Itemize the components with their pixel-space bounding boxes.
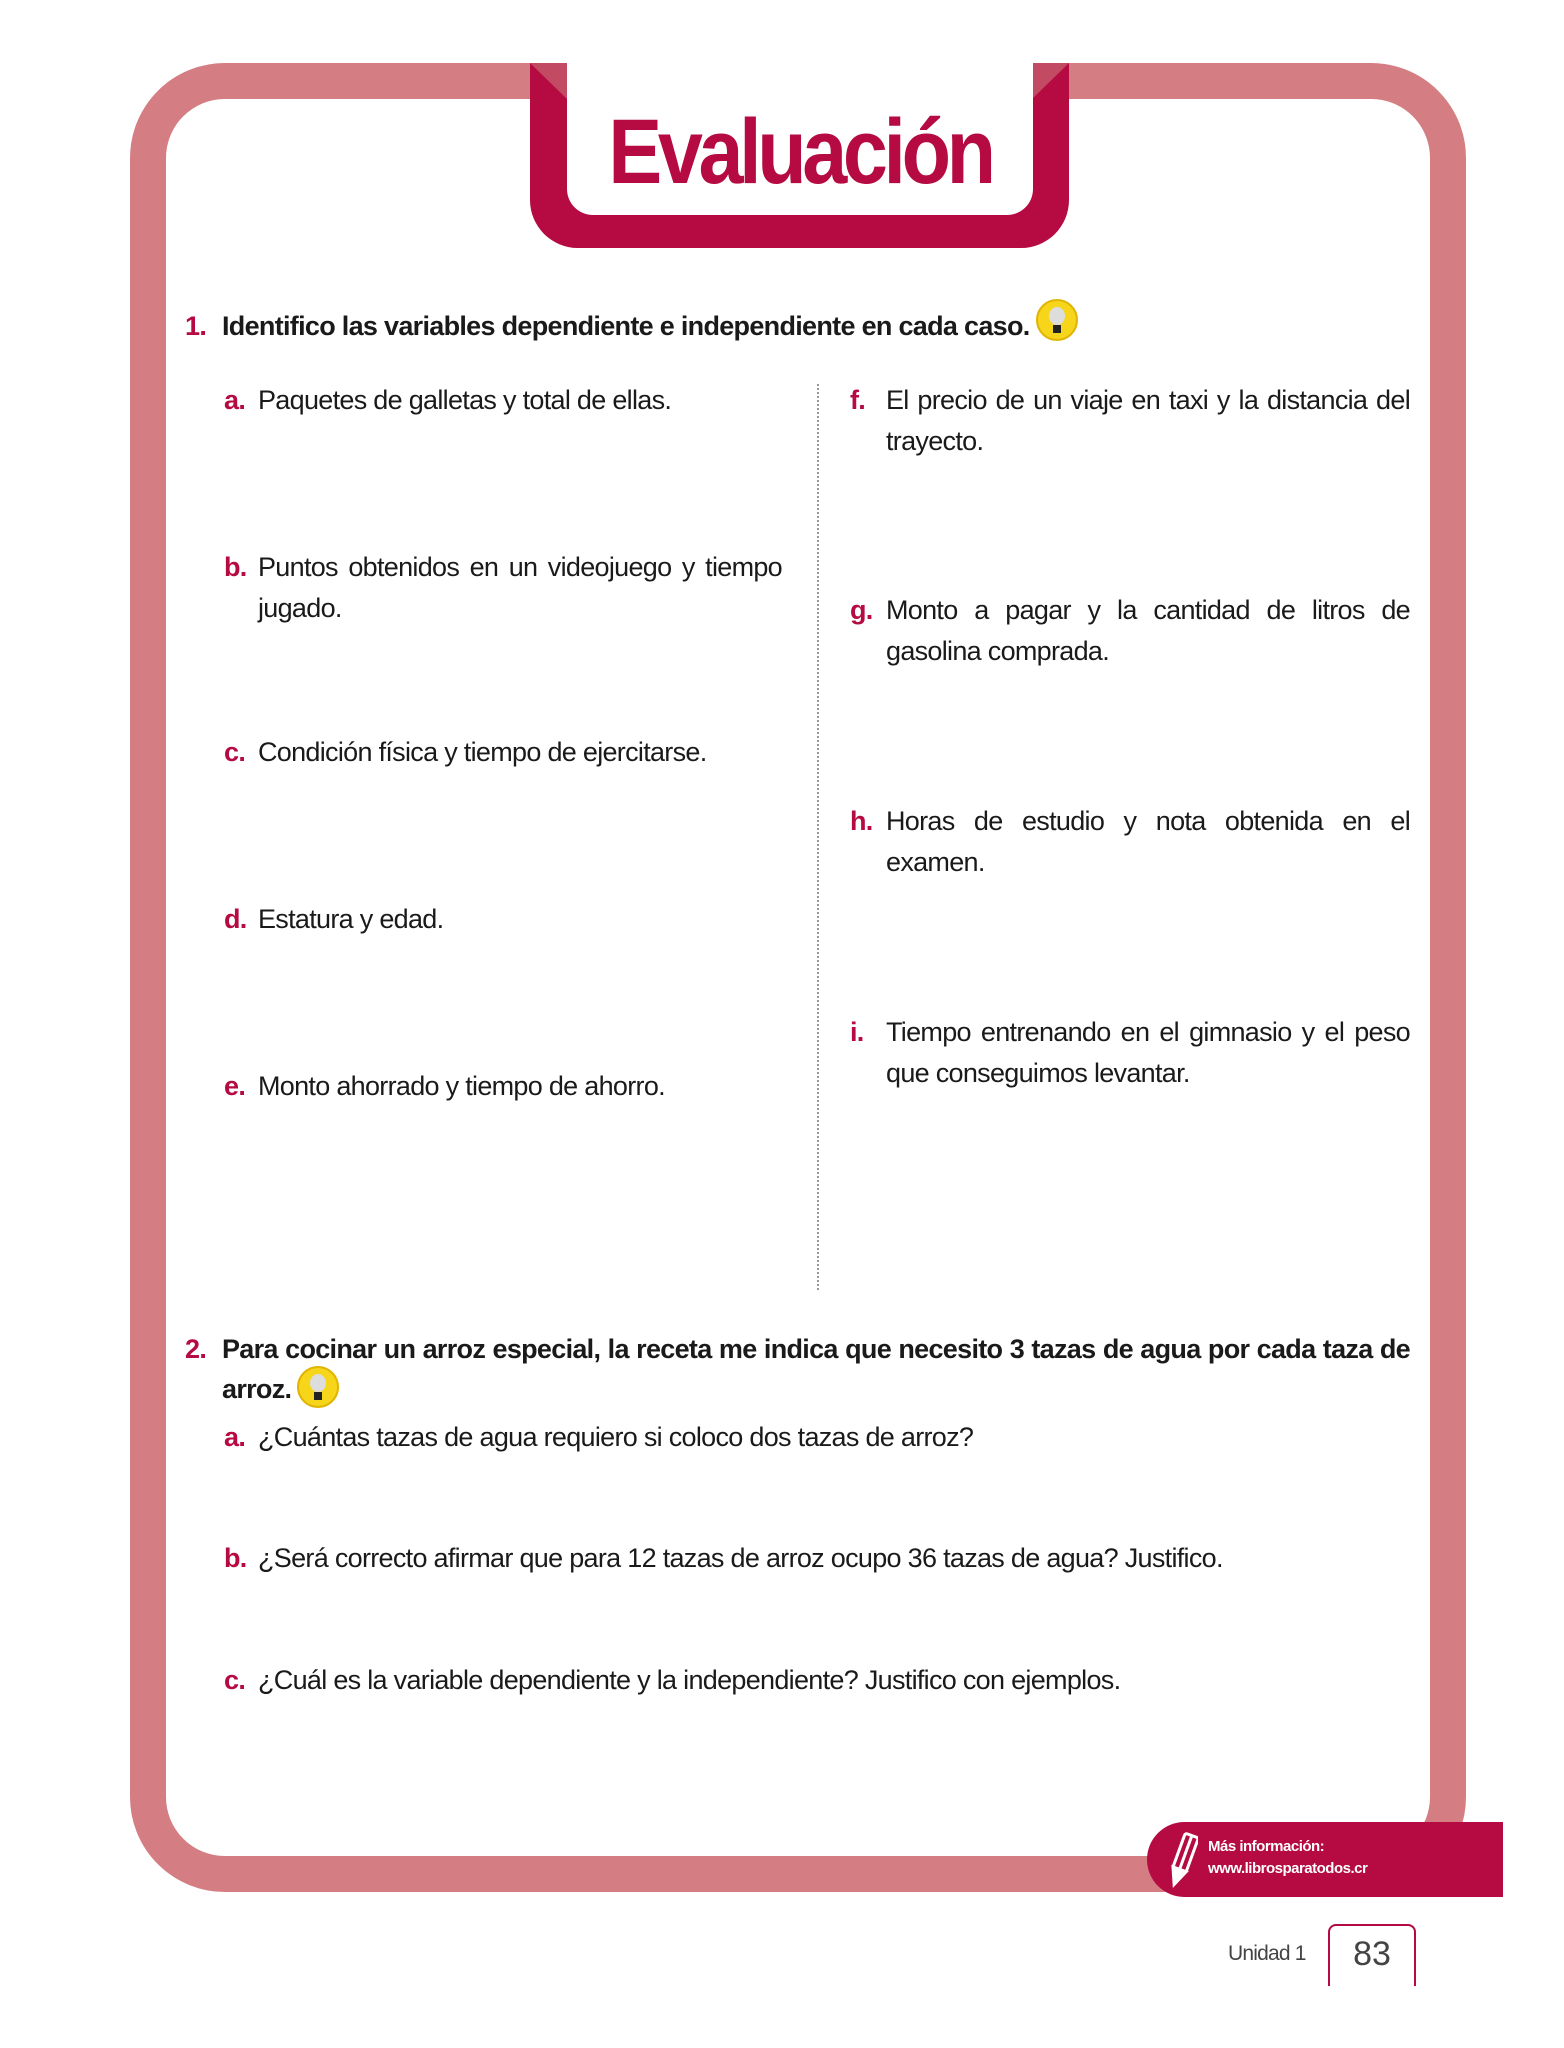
item-label: f. <box>850 385 866 415</box>
list-item <box>224 1660 1410 1701</box>
list-item <box>224 732 782 773</box>
page-number: 83 <box>1328 1924 1416 1986</box>
list-item <box>224 1538 1410 1579</box>
more-info-link[interactable]: www.librosparatodos.cr <box>1208 1860 1368 1877</box>
list-item <box>850 380 1410 462</box>
lightbulb-icon <box>1036 299 1078 341</box>
item-label: b. <box>224 1543 247 1573</box>
item-text: Tiempo entrenando en el gimnasio y el peso que conseguimos levantar. <box>886 1017 1410 1088</box>
question-text: Para cocinar un arroz especial, la receta me indica que necesito 3 tazas de agua por cada taza de arroz. <box>222 1334 1410 1404</box>
question-number: 2. <box>185 1334 207 1364</box>
item-text: Monto a pagar y la cantidad de litros de gasolina comprada. <box>886 595 1410 666</box>
list-item <box>224 547 782 629</box>
tab-fold-right <box>1032 63 1069 99</box>
item-text: Puntos obtenidos en un videojuego y tiempo jugado. <box>258 552 782 623</box>
question-text: Identifico las variables dependiente e independiente en cada caso. <box>222 311 1030 341</box>
item-label: i. <box>850 1017 864 1047</box>
item-text: El precio de un viaje en taxi y la distancia del trayecto. <box>886 385 1410 456</box>
item-label: b. <box>224 552 247 582</box>
item-label: c. <box>224 737 246 767</box>
list-item <box>850 801 1410 883</box>
pencil-icon <box>1168 1830 1198 1890</box>
item-label: c. <box>224 1665 246 1695</box>
question-2 <box>185 1329 1410 1412</box>
more-info-text <box>1208 1836 1367 1880</box>
page-title: Evaluación <box>608 101 992 203</box>
item-text: Condición física y tiempo de ejercitarse. <box>258 737 707 767</box>
item-label: h. <box>850 806 873 836</box>
lightbulb-icon <box>297 1366 339 1408</box>
question-number: 1. <box>185 311 207 341</box>
unit-label: Unidad 1 <box>1228 1942 1306 1965</box>
tab-fold-left <box>530 63 567 99</box>
item-label: g. <box>850 595 873 625</box>
item-label: e. <box>224 1071 246 1101</box>
item-text: ¿Cuántas tazas de agua requiero si coloco dos tazas de arroz? <box>258 1422 974 1452</box>
item-text: Paquetes de galletas y total de ellas. <box>258 385 672 415</box>
list-item <box>850 1012 1410 1094</box>
more-info-label: Más información: <box>1208 1838 1325 1855</box>
item-text: ¿Será correcto afirmar que para 12 tazas de arroz ocupo 36 tazas de agua? Justifico. <box>258 1543 1223 1573</box>
list-item <box>224 380 782 421</box>
item-text: Monto ahorrado y tiempo de ahorro. <box>258 1071 665 1101</box>
list-item <box>224 1066 782 1107</box>
item-text: Estatura y edad. <box>258 904 444 934</box>
item-text: ¿Cuál es la variable dependiente y la independiente? Justifico con ejemplos. <box>258 1665 1121 1695</box>
item-label: a. <box>224 385 246 415</box>
list-item <box>224 899 782 940</box>
item-label: d. <box>224 904 247 934</box>
item-text: Horas de estudio y nota obtenida en el examen. <box>886 806 1410 877</box>
item-label: a. <box>224 1422 246 1452</box>
question-1 <box>185 306 1415 349</box>
column-divider <box>817 384 819 1290</box>
list-item <box>224 1417 1410 1458</box>
list-item <box>850 590 1410 672</box>
